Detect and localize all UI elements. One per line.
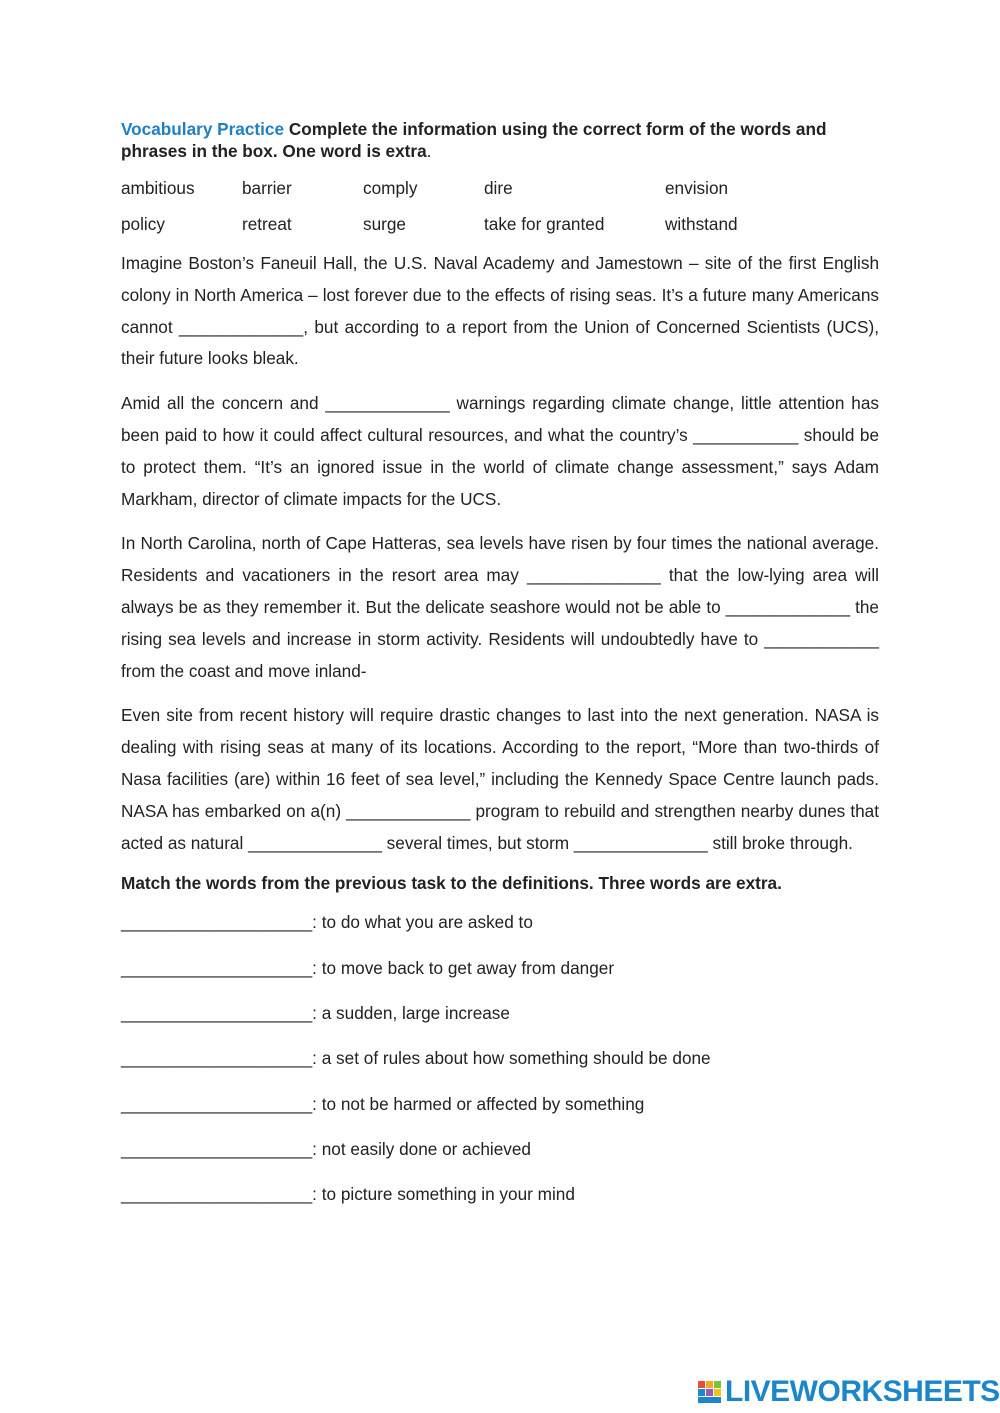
definition-list <box>121 911 879 1228</box>
word-box-item: envision <box>665 177 729 198</box>
word-box-item: comply <box>363 177 418 198</box>
liveworksheets-logo <box>697 1374 1000 1410</box>
reading-paragraph: In North Carolina, north of Cape Hatteras, sea levels have risen by four times the national average. Residents and vacationers in the resort area may ______________ that the low-lying area will always be as they remember it. But the delicate seashore would not be able to _____________ the rising sea levels and increase in storm activity. Residents will undoubtedly have to ____________ from the coast and move inland- <box>121 533 879 681</box>
word-box-item: take for granted <box>484 213 605 234</box>
word-box-item: withstand <box>665 213 738 234</box>
word-box-item: barrier <box>242 177 292 198</box>
worksheet-page <box>121 118 879 1228</box>
definition-item: ____________________: to not be harmed or affected by something <box>121 1093 645 1114</box>
definition-item: ____________________: to move back to get away from danger <box>121 957 615 978</box>
definition-item: ____________________: not easily done or achieved <box>121 1138 531 1159</box>
word-box-item: ambitious <box>121 177 195 198</box>
matching-task-instruction: Match the words from the previous task to the definitions. Three words are extra. <box>121 873 782 894</box>
word-box-item: retreat <box>242 213 292 234</box>
definition-item: ____________________: to do what you are asked to <box>121 912 533 933</box>
instruction-period: . <box>426 141 432 161</box>
word-box-item: surge <box>363 213 406 234</box>
definition-item: ____________________: a sudden, large increase <box>121 1002 510 1023</box>
word-box-row <box>121 170 879 206</box>
liveworksheets-wordmark: LIVEWORKSHEETS <box>725 1375 1000 1408</box>
reading-paragraph: Amid all the concern and _____________ warnings regarding climate change, little attention has been paid to how it could affect cultural resources, and what the country’s ___________ should be to protect them. “It’s an ignored issue in the world of climate change assessment,” says Adam Markham, director of climate impacts for the UCS. <box>121 393 879 509</box>
definition-item: ____________________: to picture something in your mind <box>121 1184 575 1205</box>
reading-paragraph: Imagine Boston’s Faneuil Hall, the U.S. Naval Academy and Jamestown – site of the first English colony in North America – lost forever due to the effects of rising seas. It’s a future many Americans cannot _____________, but according to a report from the Union of Concerned Scientists (UCS), their future looks bleak. <box>121 253 879 369</box>
vocabulary-practice-label: Vocabulary Practice <box>121 119 285 139</box>
word-box-item: dire <box>484 177 513 198</box>
word-box <box>121 170 879 242</box>
exercise-heading <box>121 118 879 162</box>
definition-item: ____________________: a set of rules about how something should be done <box>121 1048 711 1069</box>
exercise-instruction: Complete the information using the correct form of the words and phrases in the box. One word is extra <box>121 119 827 161</box>
word-box-row <box>121 206 879 242</box>
reading-paragraph: Even site from recent history will require drastic changes to last into the next generation. NASA is dealing with rising seas at many of its locations. According to the report, “More than two-thirds of Nasa facilities (are) within 16 feet of sea level,” including the Kennedy Space Centre launch pads. NASA has embarked on a(n) _____________ program to rebuild and strengthen nearby dunes that acted as natural ______________ several times, but storm ______________ still broke through. <box>121 705 879 853</box>
liveworksheets-logo-icon <box>697 1377 723 1407</box>
word-box-item: policy <box>121 213 165 234</box>
